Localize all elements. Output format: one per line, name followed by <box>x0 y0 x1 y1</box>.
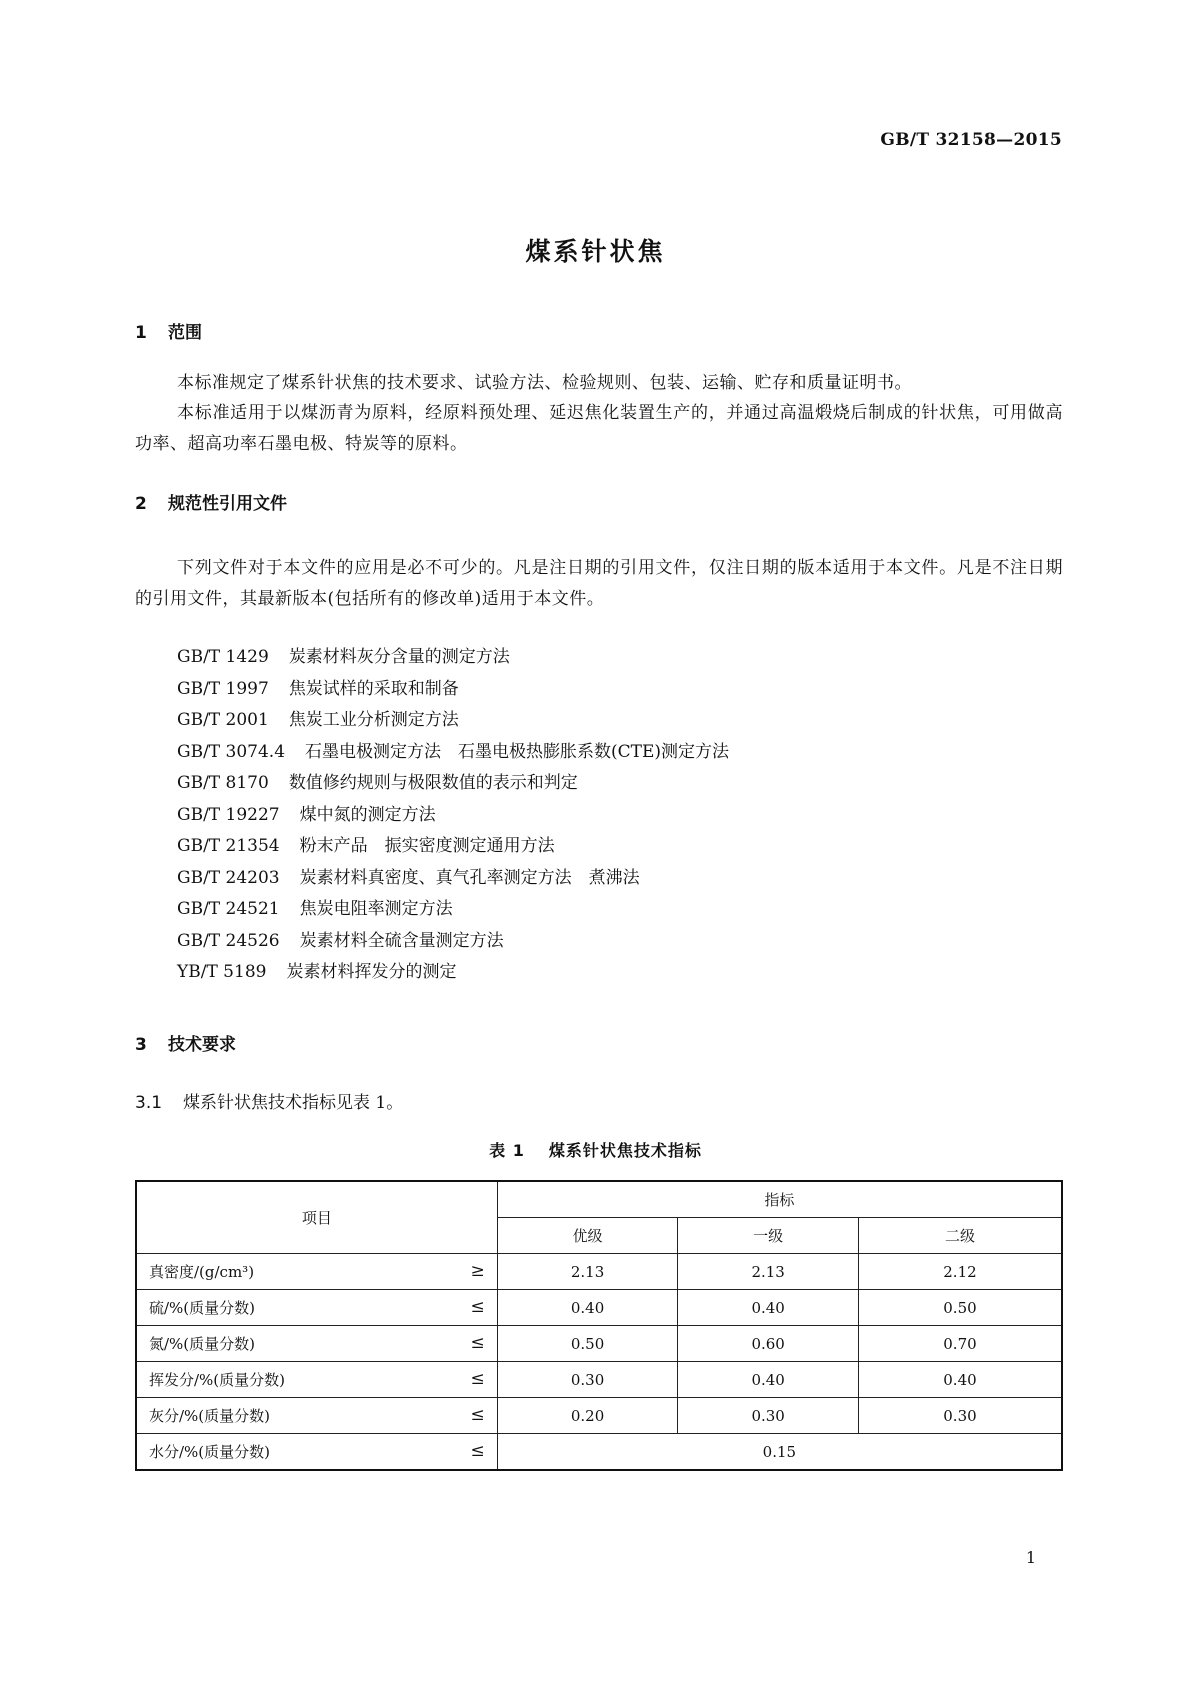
reference-title: 煤中氮的测定方法 <box>299 804 436 825</box>
reference-title: 石墨电极测定方法 石墨电极热膨胀系数(CTE)测定方法 <box>305 741 730 762</box>
section-1-heading <box>135 318 202 343</box>
reference-code: GB/T 1429 <box>177 647 269 667</box>
page-number: 1 <box>1025 1548 1036 1567</box>
reference-title: 粉末产品 振实密度测定通用方法 <box>299 836 555 856</box>
cell-value: 0.30 <box>497 1362 678 1398</box>
reference-code: GB/T 8170 <box>177 773 269 793</box>
row-item <box>136 1398 497 1434</box>
comparison-sign: ≤ <box>470 1441 485 1461</box>
row-label: 氮/%(质量分数) <box>149 1335 256 1353</box>
row-label: 硫/%(质量分数) <box>149 1299 256 1317</box>
cell-value: 0.30 <box>678 1398 859 1434</box>
reference-code: YB/T 5189 <box>177 962 267 982</box>
table-row <box>136 1290 1062 1326</box>
row-item <box>136 1434 497 1471</box>
cell-value: 0.50 <box>497 1326 678 1362</box>
reference-item <box>177 800 729 832</box>
cell-value: 2.13 <box>497 1254 678 1290</box>
reference-item <box>177 674 729 706</box>
reference-item <box>177 926 729 958</box>
reference-code: GB/T 21354 <box>177 836 280 856</box>
cell-value: 0.30 <box>858 1398 1062 1434</box>
header-index: 指标 <box>497 1181 1062 1218</box>
table-caption-title: 煤系针状焦技术指标 <box>548 1141 702 1160</box>
cell-value: 0.50 <box>858 1290 1062 1326</box>
comparison-sign: ≤ <box>470 1405 485 1425</box>
table-header-row <box>136 1181 1062 1218</box>
table-caption-number: 表 1 <box>489 1141 525 1160</box>
reference-title: 数值修约规则与极限数值的表示和判定 <box>288 773 578 793</box>
section-number: 1 <box>135 323 147 343</box>
reference-item <box>177 957 729 989</box>
table-caption <box>0 1138 1191 1161</box>
document-title: 煤系针状焦 <box>525 237 666 266</box>
reference-code: GB/T 24521 <box>177 899 280 919</box>
reference-code: GB/T 2001 <box>177 710 269 730</box>
row-item <box>136 1362 497 1398</box>
reference-code: GB/T 24526 <box>177 930 280 951</box>
section-3-heading <box>135 1030 236 1055</box>
normative-intro <box>135 553 1063 615</box>
cell-value: 0.70 <box>858 1326 1062 1362</box>
table-row <box>136 1254 1062 1290</box>
cell-value: 2.13 <box>678 1254 859 1290</box>
table-row-merged <box>136 1434 1062 1471</box>
reference-item <box>177 705 729 737</box>
reference-code: GB/T 24203 <box>177 867 280 888</box>
table-row <box>136 1362 1062 1398</box>
section-title: 规范性引用文件 <box>168 494 287 514</box>
row-label: 灰分/%(质量分数) <box>149 1407 271 1425</box>
table-row <box>136 1398 1062 1434</box>
clause-3-1 <box>135 1088 403 1113</box>
spec-table <box>135 1180 1063 1471</box>
row-item <box>136 1290 497 1326</box>
row-label: 真密度/(g/cm³) <box>149 1263 255 1281</box>
cell-value: 2.12 <box>858 1254 1062 1290</box>
cell-value: 0.40 <box>497 1290 678 1326</box>
reference-code: GB/T 1997 <box>177 678 269 699</box>
reference-code: GB/T 19227 <box>177 804 280 825</box>
clause-text: 煤系针状焦技术指标见表 1。 <box>183 1093 404 1113</box>
cell-value: 0.40 <box>678 1290 859 1326</box>
row-item <box>136 1326 497 1362</box>
reference-title: 炭素材料全硫含量测定方法 <box>299 930 504 951</box>
section-number: 2 <box>135 494 147 514</box>
paragraph-text: 本标准规定了煤系针状焦的技术要求、试验方法、检验规则、包装、运输、贮存和质量证明书。 <box>177 373 912 393</box>
reference-code: GB/T 3074.4 <box>177 741 286 762</box>
reference-item <box>177 831 729 863</box>
scope-paragraph-2 <box>135 398 1063 460</box>
row-label: 挥发分/%(质量分数) <box>149 1371 286 1389</box>
header-item: 项目 <box>136 1181 497 1254</box>
reference-title: 炭素材料挥发分的测定 <box>286 962 457 982</box>
cell-value: 0.40 <box>858 1362 1062 1398</box>
paragraph-text: 本标准适用于以煤沥青为原料，经原料预处理、延迟焦化装置生产的，并通过高温煅烧后制成的针状焦，可用做高功率、超高功率石墨电极、特炭等的原料。 <box>135 403 1063 454</box>
reference-item <box>177 737 729 769</box>
cell-value: 0.60 <box>678 1326 859 1362</box>
section-number: 3 <box>135 1035 147 1055</box>
reference-item <box>177 863 729 895</box>
reference-list <box>177 642 729 989</box>
table-row <box>136 1326 1062 1362</box>
reference-item <box>177 768 729 800</box>
comparison-sign: ≥ <box>470 1261 485 1281</box>
grade-first: 一级 <box>678 1218 859 1254</box>
cell-value-merged: 0.15 <box>497 1434 1062 1471</box>
reference-title: 焦炭电阻率测定方法 <box>299 899 453 919</box>
standard-code: GB/T 32158—2015 <box>880 130 1062 150</box>
reference-item <box>177 642 729 674</box>
reference-title: 炭素材料灰分含量的测定方法 <box>288 647 510 667</box>
comparison-sign: ≤ <box>470 1297 485 1317</box>
cell-value: 0.20 <box>497 1398 678 1434</box>
paragraph-text: 下列文件对于本文件的应用是必不可少的。凡是注日期的引用文件，仅注日期的版本适用于本文件。凡是不注日期的引用文件，其最新版本(包括所有的修改单)适用于本文件。 <box>135 558 1063 609</box>
reference-title: 炭素材料真密度、真气孔率测定方法 煮沸法 <box>299 867 640 888</box>
comparison-sign: ≤ <box>470 1369 485 1389</box>
grade-second: 二级 <box>858 1218 1062 1254</box>
reference-title: 焦炭工业分析测定方法 <box>288 710 459 730</box>
clause-number: 3.1 <box>135 1093 163 1113</box>
section-title: 技术要求 <box>168 1035 236 1055</box>
scope-paragraph-1 <box>135 368 1063 399</box>
row-item <box>136 1254 497 1290</box>
section-title: 范围 <box>168 323 202 343</box>
reference-title: 焦炭试样的采取和制备 <box>288 678 459 699</box>
reference-item <box>177 894 729 926</box>
cell-value: 0.40 <box>678 1362 859 1398</box>
grade-premium: 优级 <box>497 1218 678 1254</box>
row-label: 水分/%(质量分数) <box>149 1443 271 1461</box>
comparison-sign: ≤ <box>470 1333 485 1353</box>
section-2-heading <box>135 489 287 514</box>
